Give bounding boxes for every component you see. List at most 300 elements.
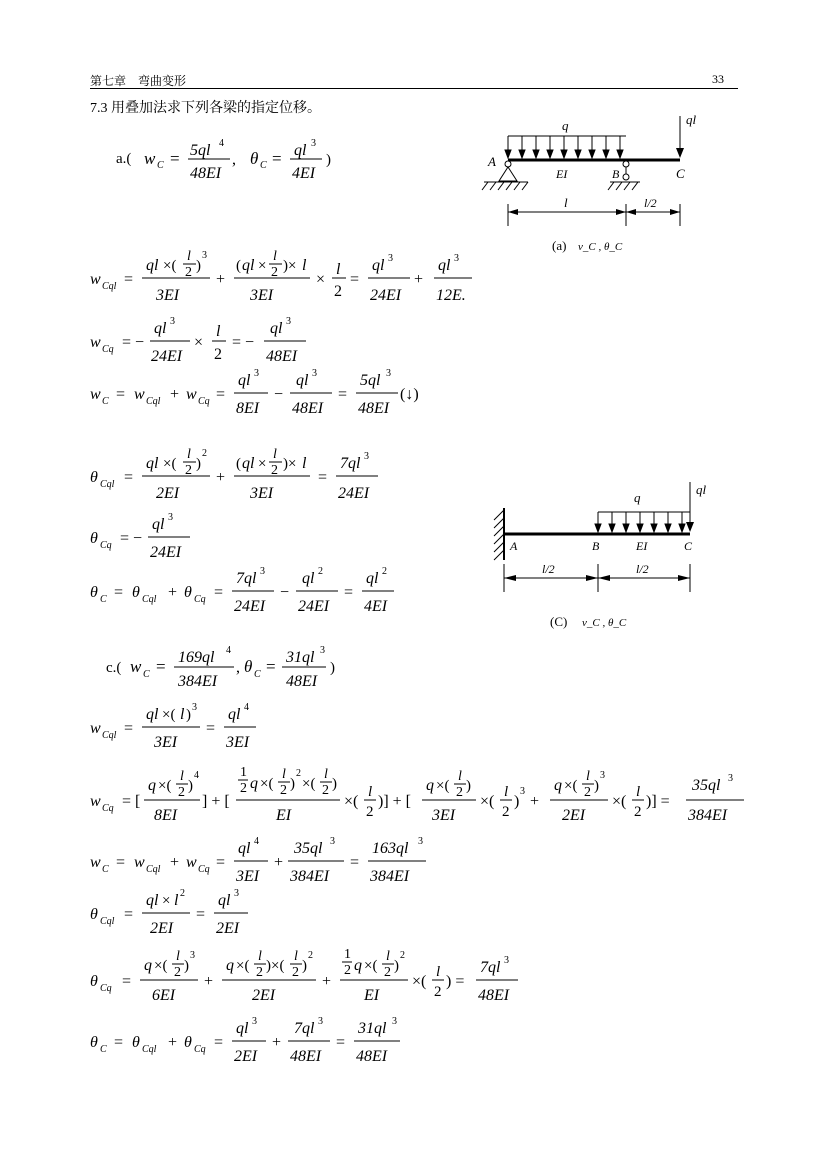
svg-text:48EI: 48EI [292,400,324,417]
svg-text:w: w [90,854,101,871]
svg-text:=: = [124,271,134,288]
svg-text:2: 2 [322,783,329,798]
svg-text:3: 3 [190,950,195,961]
svg-text:w: w [134,854,145,871]
svg-text:=: = [114,1034,124,1051]
svg-text:l: l [180,706,185,723]
svg-text:] + [: ] + [ [202,793,230,810]
svg-text:169ql: 169ql [178,649,215,666]
svg-text:48EI: 48EI [290,1048,322,1065]
svg-text:7ql: 7ql [236,570,257,587]
caption-a-tag: (a) [552,238,567,253]
svg-text:ql: ql [238,840,251,857]
svg-text:6EI: 6EI [152,987,176,1004]
equation-a3 [88,368,448,424]
problem-title: 7.3 用叠加法求下列各梁的指定位移。 [90,101,321,116]
svg-text:+: + [322,973,332,990]
svg-text:): ) [196,456,201,472]
svg-text:l: l [504,784,509,800]
svg-text:ql: ql [296,372,309,389]
svg-text:l: l [174,892,179,909]
svg-text:2: 2 [384,965,391,980]
svg-text:Cql: Cql [142,1044,157,1055]
dim-l: l [564,195,568,210]
svg-text:3EI: 3EI [156,287,180,304]
svg-text:3: 3 [520,786,525,797]
caption-c-vars: v_C , θ_C [582,617,627,629]
svg-text:l: l [586,769,590,784]
svg-text:8EI: 8EI [154,807,178,824]
svg-text:+: + [274,854,284,871]
svg-text:3: 3 [330,836,335,847]
svg-text:ql: ql [372,257,385,274]
svg-text:48EI: 48EI [266,348,298,365]
equation-c2 [88,758,750,838]
svg-text:l: l [302,257,307,274]
svg-text:Cq: Cq [194,1044,206,1055]
equation-c3 [88,836,448,892]
svg-text:Cq: Cq [102,344,114,355]
distributed-load-arrows [595,512,685,532]
svg-text:l: l [302,455,307,472]
svg-text:l: l [436,964,441,980]
equation-a2 [88,316,348,372]
svg-text:7ql: 7ql [480,959,501,976]
svg-text:+: + [168,1034,178,1051]
svg-text:l: l [368,784,373,800]
svg-text:48EI: 48EI [478,987,510,1004]
svg-text:−: − [274,386,284,403]
svg-text:48EI: 48EI [286,673,318,690]
svg-text:+: + [170,386,180,403]
svg-text:): ) [514,793,520,810]
svg-text:48EI: 48EI [356,1048,388,1065]
svg-text:24EI: 24EI [150,544,182,561]
chapter-header: 第七章 弯曲变形 [90,74,187,88]
svg-text:2: 2 [240,781,247,796]
svg-text:3: 3 [252,1016,257,1027]
svg-text:3: 3 [388,253,393,264]
svg-text:35ql: 35ql [692,777,721,794]
svg-text:2: 2 [502,804,510,820]
svg-text:l: l [273,249,277,264]
beam-diagram-a [480,108,720,256]
svg-text:×: × [258,258,267,274]
svg-text:−: − [280,584,290,601]
svg-text:θ: θ [184,1034,192,1051]
svg-text:×(: ×( [412,973,427,990]
svg-text:×(: ×( [436,778,450,794]
svg-text:163ql: 163ql [372,840,409,857]
svg-text:=: = [124,720,134,737]
svg-text:EI: EI [276,807,292,824]
svg-text:8EI: 8EI [236,400,260,417]
svg-text:×(: ×( [344,793,359,810]
svg-text:3EI: 3EI [250,287,274,304]
svg-text:(↓): (↓) [400,386,419,403]
equation-a1 [88,240,518,312]
svg-text:w: w [90,793,101,810]
svg-text:=: = [116,854,126,871]
equation-a6 [88,566,418,622]
svg-text:2: 2 [400,950,405,961]
svg-text:ql: ql [238,372,251,389]
distributed-load-arrows [505,136,623,158]
caption-a-vars: v_C , θ_C [578,241,623,253]
svg-text:Cql: Cql [142,594,157,605]
svg-text:Cq: Cq [102,803,114,814]
svg-text:+: + [170,854,180,871]
load-q-label: q [562,118,569,133]
svg-text:3: 3 [260,566,265,577]
label-c: C [676,166,685,181]
svg-text:4: 4 [194,770,199,781]
svg-text:w: w [90,271,101,288]
svg-text:w: w [134,386,145,403]
svg-text:2EI: 2EI [252,987,276,1004]
svg-text:3EI: 3EI [250,485,274,502]
svg-text:5ql: 5ql [190,142,211,159]
svg-text:4: 4 [254,836,259,847]
svg-text:w: w [90,334,101,351]
svg-text:ql: ql [154,320,167,337]
answer-c-formula [104,640,364,698]
svg-text:EI: EI [364,987,380,1004]
svg-text:q: q [144,957,152,974]
svg-text:= −: = − [122,334,145,351]
svg-text:3: 3 [192,702,197,713]
svg-text:2: 2 [382,566,387,577]
svg-text:×(: ×( [302,776,316,792]
svg-text:)] =: )] = [646,793,670,810]
svg-text:=: = [114,584,124,601]
svg-text:): ) [184,958,189,974]
svg-text:=: = [170,149,180,168]
svg-text:4EI: 4EI [292,165,316,182]
svg-text:Cql: Cql [100,916,115,927]
dim-l2-left: l/2 [542,562,555,576]
svg-text:×(: ×( [480,793,495,810]
svg-text:3: 3 [600,770,605,781]
svg-text:2: 2 [344,963,351,978]
svg-text:=: = [214,1034,224,1051]
equation-c5 [88,940,558,1018]
svg-text:3: 3 [386,368,391,379]
svg-text:ql: ql [242,455,255,472]
svg-text:l: l [187,447,191,462]
svg-text:l: l [216,323,221,340]
svg-text:24EI: 24EI [298,598,330,615]
label-a: A [488,154,496,169]
svg-text:2EI: 2EI [156,485,180,502]
svg-text:a.(: a.( [116,151,132,167]
svg-text:q: q [554,777,562,794]
svg-text:24EI: 24EI [151,348,183,365]
svg-text:3: 3 [286,316,291,327]
beam-diagram-c [486,478,716,638]
svg-text:,: , [236,659,240,676]
svg-text:ql: ql [438,257,451,274]
svg-text:w: w [186,854,197,871]
svg-text:2: 2 [456,785,463,800]
caption-c-tag: (C) [550,614,568,629]
svg-text:2EI: 2EI [234,1048,258,1065]
svg-text:Cql: Cql [100,479,115,490]
svg-text:l: l [336,261,341,278]
svg-text:q: q [426,777,434,794]
svg-text:): ) [330,660,335,676]
svg-text:2: 2 [366,804,374,820]
svg-text:Cql: Cql [146,864,161,875]
label-b: B [612,167,620,181]
svg-text:c.(: c.( [106,660,122,676]
svg-text:4: 4 [244,702,249,713]
svg-text:Cq: Cq [198,864,210,875]
svg-text:3: 3 [454,253,459,264]
svg-text:ql: ql [270,320,283,337]
svg-text:)×(: )×( [266,958,285,974]
svg-text:=: = [338,386,348,403]
svg-text:3: 3 [364,451,369,462]
svg-text:×(: ×( [163,456,177,472]
svg-text:4: 4 [219,138,224,149]
svg-text:ql: ql [236,1020,249,1037]
svg-text:=: = [272,149,282,168]
svg-text:=: = [216,386,226,403]
svg-text:2: 2 [174,965,181,980]
svg-text:3: 3 [312,368,317,379]
equation-c6 [88,1016,408,1072]
label-b: B [592,539,600,553]
svg-text:=: = [214,584,224,601]
svg-text:): ) [466,778,471,794]
svg-text:2EI: 2EI [216,920,240,937]
svg-text:2: 2 [434,984,442,1000]
svg-text:384EI: 384EI [688,807,728,824]
svg-text:ql: ql [146,706,159,723]
svg-text:12E.: 12E. [436,287,466,304]
page-number: 33 [712,72,724,86]
equation-c1 [88,702,308,758]
svg-text:Cq: Cq [198,396,210,407]
svg-text:3: 3 [311,138,316,149]
svg-text:q: q [354,957,362,974]
svg-text:=: = [336,1034,346,1051]
svg-text:×(: ×( [236,958,250,974]
svg-text:θ: θ [184,584,192,601]
svg-text:q: q [250,775,258,792]
svg-text:w: w [130,657,142,676]
svg-text:2EI: 2EI [562,807,586,824]
svg-text:=: = [206,720,216,737]
svg-text:C: C [254,669,261,680]
svg-text:×: × [194,334,204,351]
svg-text:2: 2 [271,463,278,478]
svg-text:=: = [318,469,328,486]
svg-text:= −: = − [232,334,255,351]
svg-text:(: ( [236,258,241,274]
svg-text:l: l [386,949,390,964]
label-ei: EI [556,167,568,181]
svg-text:3EI: 3EI [236,868,260,885]
svg-text:Cql: Cql [102,281,117,292]
svg-text:+: + [216,469,226,486]
svg-text:=: = [216,854,226,871]
svg-text:=: = [122,973,132,990]
svg-text:1: 1 [240,765,247,780]
svg-text:+: + [168,584,178,601]
svg-text:×(: ×( [163,258,177,274]
svg-text:Cql: Cql [102,730,117,741]
equation-c4 [88,888,288,944]
svg-text:384EI: 384EI [370,868,410,885]
svg-text:7ql: 7ql [294,1020,315,1037]
svg-text:3: 3 [504,955,509,966]
svg-text:24EI: 24EI [370,287,402,304]
svg-text:θ: θ [90,469,98,486]
svg-text:)×: )× [283,258,297,274]
svg-text:31ql: 31ql [358,1020,387,1037]
svg-text:×(: ×( [612,793,627,810]
roller-support-b [623,161,629,167]
svg-text:l: l [273,447,277,462]
svg-text:384EI: 384EI [178,673,218,690]
svg-text:+: + [272,1034,282,1051]
svg-text:3: 3 [202,250,207,261]
svg-text:ql: ql [228,706,241,723]
svg-text:=: = [350,271,360,288]
svg-text:=: = [116,386,126,403]
svg-text:48EI: 48EI [358,400,390,417]
svg-text:2: 2 [584,785,591,800]
svg-text:θ: θ [90,1034,98,1051]
svg-text:4: 4 [226,645,231,656]
equation-a5 [88,512,248,568]
svg-text:C: C [102,396,109,407]
svg-text:ql: ql [146,892,159,909]
svg-text:Cq: Cq [194,594,206,605]
svg-text:θ: θ [90,906,98,923]
load-q-label: q [634,490,641,505]
svg-text:2: 2 [308,950,313,961]
svg-text:3: 3 [418,836,423,847]
svg-text:= [: = [ [122,793,141,810]
svg-text:31ql: 31ql [286,649,315,666]
svg-text:l: l [324,767,328,782]
svg-text:384EI: 384EI [290,868,330,885]
svg-text:=: = [124,906,134,923]
svg-text:7ql: 7ql [340,455,361,472]
svg-text:): ) [302,958,307,974]
load-ql-label: ql [686,112,697,127]
svg-text:): ) [188,778,193,794]
svg-text:48EI: 48EI [190,165,222,182]
svg-text:l: l [458,769,462,784]
answer-a-formula [112,133,372,191]
svg-text:C: C [102,864,109,875]
svg-text:l: l [180,769,184,784]
svg-text:×: × [258,456,267,472]
svg-text:2: 2 [271,265,278,280]
svg-text:θ: θ [132,1034,140,1051]
svg-text:ql: ql [366,570,379,587]
svg-text:(: ( [236,456,241,472]
dim-l2: l/2 [644,196,657,210]
svg-text:l: l [176,949,180,964]
svg-text:ql: ql [218,892,231,909]
label-ei: EI [636,539,648,553]
label-a: A [510,539,518,553]
svg-text:w: w [90,386,101,403]
svg-text:3: 3 [168,512,173,523]
dim-l2-right: l/2 [636,562,649,576]
svg-text:q: q [148,777,156,794]
svg-text:2: 2 [180,888,185,899]
svg-text:3: 3 [320,645,325,656]
svg-text:): ) [290,776,295,792]
svg-text:2: 2 [185,265,192,280]
svg-text:3EI: 3EI [154,734,178,751]
svg-text:2: 2 [334,283,342,300]
svg-text:3: 3 [234,888,239,899]
svg-text:ql: ql [152,516,165,533]
svg-text:w: w [186,386,197,403]
svg-text:+: + [414,271,424,288]
svg-text:C: C [100,594,107,605]
svg-text:+: + [216,271,226,288]
svg-text:C: C [100,1044,107,1055]
svg-text:3: 3 [728,773,733,784]
svg-text:l: l [258,949,262,964]
svg-text:4EI: 4EI [364,598,388,615]
svg-text:×: × [162,893,171,909]
svg-text:3: 3 [254,368,259,379]
svg-text:Cql: Cql [146,396,161,407]
svg-text:×(: ×( [564,778,578,794]
svg-text:l: l [636,784,641,800]
svg-text:l: l [187,249,191,264]
svg-text:C: C [157,160,164,171]
equation-a4 [88,438,408,510]
svg-text:): ) [196,258,201,274]
svg-text:): ) [186,707,191,723]
svg-text:θ: θ [132,584,140,601]
svg-text:= −: = − [120,530,143,547]
load-ql-label: ql [696,482,707,497]
svg-text:θ: θ [90,973,98,990]
svg-text:5ql: 5ql [360,372,381,389]
svg-text:2: 2 [318,566,323,577]
svg-text:+: + [204,973,214,990]
svg-text:θ: θ [90,530,98,547]
svg-text:q: q [226,957,234,974]
svg-text:ql: ql [242,257,255,274]
svg-text:=: = [350,854,360,871]
svg-text:2: 2 [214,346,222,363]
svg-text:2: 2 [202,448,207,459]
svg-text:,: , [232,151,236,168]
svg-text:24EI: 24EI [234,598,266,615]
svg-text:ql: ql [294,142,307,159]
svg-text:×(: ×( [158,778,172,794]
svg-text:×(: ×( [154,958,168,974]
svg-text:×(: ×( [260,776,274,792]
svg-text:3: 3 [392,1016,397,1027]
svg-text:2: 2 [634,804,642,820]
svg-text:)×: )× [283,456,297,472]
svg-text:=: = [344,584,354,601]
svg-text:): ) [326,152,331,168]
